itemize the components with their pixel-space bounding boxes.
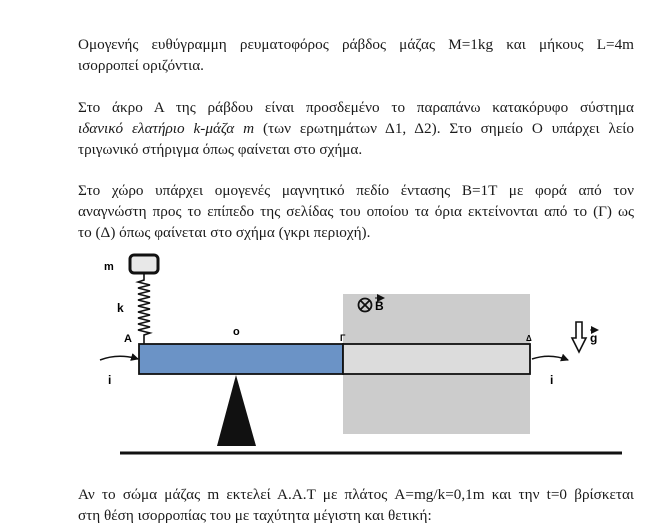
text-line: αναγνώστη προς το επίπεδο της σελίδας του οποίου τα όρια εκτείνονται από το (Γ) ως (78, 203, 634, 220)
text-line: Στο άκρο Α της ράβδου είναι προσδεμένο το παραπάνω κατακόρυφο σύστημα (78, 99, 634, 116)
text-line: Αν το σώμα μάζας m εκτελεί Α.Α.Τ με πλάτος A=mg/k=0,1m και την t=0 βρίσκεται (78, 486, 634, 503)
mass-block (130, 255, 158, 273)
text-line: ισορροπεί οριζόντια. (78, 57, 204, 74)
paragraph-question (78, 484, 634, 526)
current-wire-left (100, 356, 138, 360)
point-Delta-label: Δ (526, 334, 532, 343)
current-label-left: i (108, 373, 112, 387)
field-B-label: B (375, 299, 384, 313)
current-label-right: i (550, 373, 554, 387)
gravity-g-label: g (590, 331, 598, 345)
spring-label: k (117, 301, 124, 315)
text-fragment: (των ερωτημάτων Δ1, Δ2). Στο σημείο Ο υπάρχει λείο (254, 120, 634, 137)
point-O-label: o (233, 326, 240, 338)
point-Gamma-label: Γ (340, 333, 346, 343)
spring-mass-phrase: ιδανικό ελατήριο k-μάζα m (78, 120, 255, 137)
rod-left-section (139, 344, 343, 374)
text-line: τριγωνικό στήριγμα όπως φαίνεται στο σχήμα. (78, 141, 363, 158)
current-wire-right (532, 356, 568, 360)
triangular-support (217, 375, 256, 446)
text-line: στη θέση ισορροπίας του με ταχύτητα μέγιστη και θετική: (78, 507, 432, 524)
text-line: το (Δ) όπως φαίνεται στο σχήμα (γκρι περιοχή). (78, 224, 371, 241)
spring-coil (138, 273, 150, 344)
mass-label: m (104, 261, 114, 273)
gravity-arrow-icon (572, 322, 586, 352)
text-line: Ομογενής ευθύγραμμη ρευματοφόρος ράβδος μάζας M=1kg και μήκους L=4m (78, 36, 634, 53)
rod-right-section (343, 344, 530, 374)
point-A-label: A (124, 333, 132, 345)
text-line: Στο χώρο υπάρχει ομογενές μαγνητικό πεδίο έντασης B=1T με φορά από τον (78, 182, 634, 199)
